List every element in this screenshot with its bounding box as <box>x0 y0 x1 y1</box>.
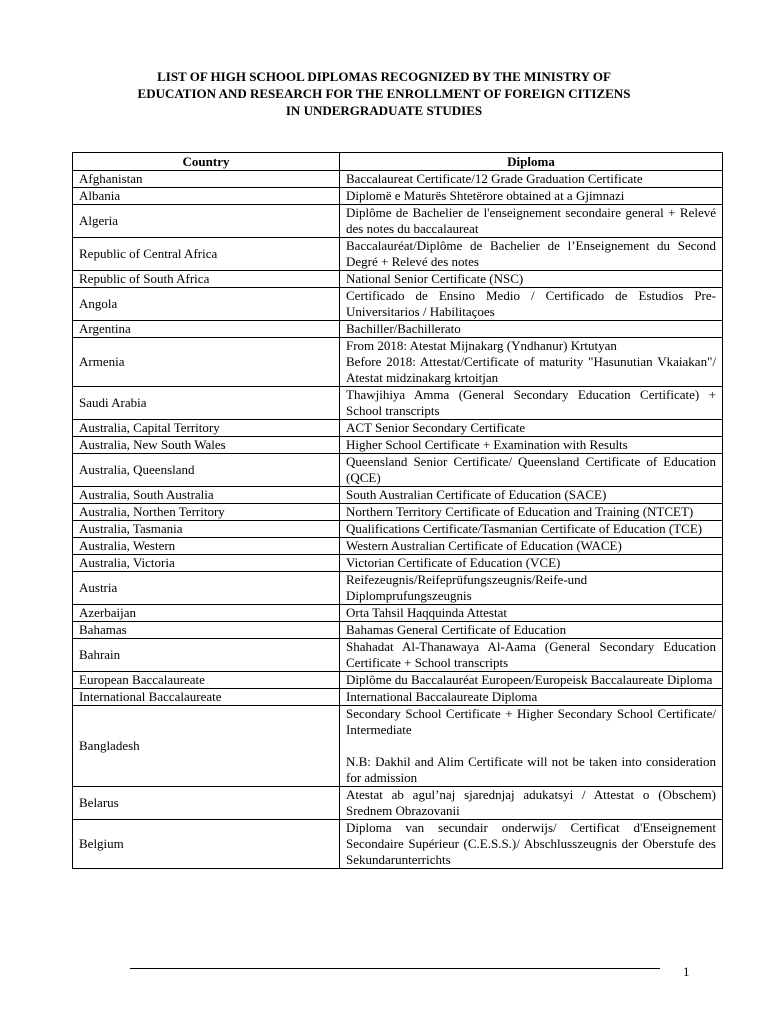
diploma-text: South Australian Certificate of Education (SACE) <box>346 487 607 502</box>
diploma-text: Diplomë e Maturës Shtetërore obtained at a Gjimnazi <box>346 188 625 203</box>
table-row <box>73 321 723 338</box>
title-line: LIST OF HIGH SCHOOL DIPLOMAS RECOGNIZED BY THE MINISTRY OF <box>157 69 611 84</box>
country-cell: Angola <box>73 288 340 321</box>
country-cell: Argentina <box>73 321 340 338</box>
country-cell: Bahamas <box>73 622 340 639</box>
diploma-text: Atestat ab agul’naj sjarednjaj adukatsyi / Attestat o (Obschem) Srednem Obrazovanii <box>346 787 716 818</box>
country-cell: Republic of South Africa <box>73 271 340 288</box>
diploma-cell <box>340 387 723 420</box>
diploma-text: ACT Senior Secondary Certificate <box>346 420 526 435</box>
table-row <box>73 689 723 706</box>
country-cell: International Baccalaureate <box>73 689 340 706</box>
diploma-cell <box>340 238 723 271</box>
country-cell: Australia, Northen Territory <box>73 504 340 521</box>
diploma-text: Diploma van secundair onderwijs/ Certificat d'Enseignement Secondaire Supérieur (C.E.S.S.)/ Abschlusszeugnis der Oberstufe des Sekundarunterrichts <box>346 820 716 867</box>
country-cell: Afghanistan <box>73 171 340 188</box>
diploma-cell <box>340 639 723 672</box>
diploma-text: Thawjihiya Amma (General Secondary Education Certificate) + School transcripts <box>346 387 716 418</box>
diploma-text: Secondary School Certificate + Higher Secondary School Certificate/ Intermediate <box>346 706 716 737</box>
table-row <box>73 787 723 820</box>
diploma-text: Queensland Senior Certificate/ Queensland Certificate of Education (QCE) <box>346 454 716 485</box>
country-cell: Australia, Western <box>73 538 340 555</box>
diploma-text: Bahamas General Certificate of Education <box>346 622 567 637</box>
diploma-cell <box>340 706 723 787</box>
document-title <box>80 68 688 119</box>
table-row <box>73 487 723 504</box>
country-cell: European Baccalaureate <box>73 672 340 689</box>
country-cell: Azerbaijan <box>73 605 340 622</box>
diploma-text: Western Australian Certificate of Education (WACE) <box>346 538 622 553</box>
table-row <box>73 387 723 420</box>
country-cell: Bangladesh <box>73 706 340 787</box>
diploma-cell <box>340 787 723 820</box>
table-row <box>73 622 723 639</box>
country-cell: Belarus <box>73 787 340 820</box>
table-row <box>73 521 723 538</box>
table-row <box>73 188 723 205</box>
title-line: IN UNDERGRADUATE STUDIES <box>285 103 483 118</box>
table-row <box>73 639 723 672</box>
diploma-text: N.B: Dakhil and Alim Certificate will not be taken into consideration for admission <box>346 754 716 785</box>
diploma-cell <box>340 420 723 437</box>
table-row <box>73 504 723 521</box>
table-row <box>73 572 723 605</box>
diploma-cell <box>340 605 723 622</box>
country-cell: Australia, Tasmania <box>73 521 340 538</box>
country-cell: Australia, New South Wales <box>73 437 340 454</box>
table-row <box>73 420 723 437</box>
diploma-cell <box>340 487 723 504</box>
table-row <box>73 205 723 238</box>
diploma-text: Before 2018: Attestat/Certificate of maturity "Hasunutian Vkaiakan"/ Atestat midzinakarg krtoitjan <box>346 354 716 385</box>
diploma-text: Bachiller/Bachillerato <box>346 321 461 336</box>
diploma-cell <box>340 188 723 205</box>
country-cell: Belgium <box>73 820 340 869</box>
country-cell: Republic of Central Africa <box>73 238 340 271</box>
country-cell: Australia, South Australia <box>73 487 340 504</box>
table-row <box>73 288 723 321</box>
country-cell: Australia, Capital Territory <box>73 420 340 437</box>
diploma-text: National Senior Certificate (NSC) <box>346 271 524 286</box>
diploma-text: Qualifications Certificate/Tasmanian Certificate of Education (TCE) <box>346 521 703 536</box>
diploma-text: From 2018: Atestat Mijnakarg (Yndhanur) Krtutyan <box>346 338 617 353</box>
diplomas-table <box>72 152 723 869</box>
column-header-diploma: Diploma <box>340 153 723 171</box>
diploma-cell <box>340 454 723 487</box>
country-cell: Armenia <box>73 338 340 387</box>
diploma-text: Northern Territory Certificate of Education and Training (NTCET) <box>346 504 694 519</box>
diploma-cell <box>340 288 723 321</box>
table-row <box>73 538 723 555</box>
page-number: 1 <box>683 964 690 979</box>
table-row <box>73 605 723 622</box>
diploma-text: Reifezeugnis/Reifeprüfungszeugnis/Reife-und Diplomprufungszeugnis <box>346 572 588 603</box>
diploma-cell <box>340 321 723 338</box>
table-row <box>73 437 723 454</box>
country-cell: Bahrain <box>73 639 340 672</box>
table-row <box>73 820 723 869</box>
table-row <box>73 271 723 288</box>
diploma-text: International Baccalaureate Diploma <box>346 689 538 704</box>
table-row <box>73 706 723 787</box>
footer-divider <box>130 968 660 969</box>
diploma-cell <box>340 437 723 454</box>
country-cell: Saudi Arabia <box>73 387 340 420</box>
diploma-cell <box>340 555 723 572</box>
diploma-text: Diplôme de Bachelier de l'enseignement secondaire general + Relevé des notes du baccalaureat <box>346 205 716 236</box>
diploma-cell <box>340 521 723 538</box>
diploma-cell <box>340 622 723 639</box>
diploma-cell <box>340 689 723 706</box>
diploma-text: Orta Tahsil Haqquinda Attestat <box>346 605 507 620</box>
diploma-text: Diplôme du Baccalauréat Europeen/Europeisk Baccalaureate Diploma <box>346 672 713 687</box>
table-row <box>73 672 723 689</box>
country-cell: Algeria <box>73 205 340 238</box>
table-row <box>73 238 723 271</box>
diploma-cell <box>340 572 723 605</box>
country-cell: Australia, Queensland <box>73 454 340 487</box>
diploma-cell <box>340 672 723 689</box>
diploma-cell <box>340 271 723 288</box>
diploma-cell <box>340 504 723 521</box>
diploma-text: Higher School Certificate + Examination with Results <box>346 437 628 452</box>
table-header-row <box>73 153 723 171</box>
table-row <box>73 338 723 387</box>
diploma-cell <box>340 205 723 238</box>
title-line: EDUCATION AND RESEARCH FOR THE ENROLLMENT OF FOREIGN CITIZENS <box>137 86 631 101</box>
diploma-cell <box>340 338 723 387</box>
diploma-text: Victorian Certificate of Education (VCE) <box>346 555 561 570</box>
diploma-cell <box>340 171 723 188</box>
country-cell: Austria <box>73 572 340 605</box>
country-cell: Australia, Victoria <box>73 555 340 572</box>
table-row <box>73 171 723 188</box>
diploma-text: Baccalauréat/Diplôme de Bachelier de l’Enseignement du Second Degré + Relevé des notes <box>346 238 716 269</box>
diploma-text: Certificado de Ensino Medio / Certificado de Estudios Pre-Universitarios / Habilitaçoes <box>346 288 716 319</box>
diploma-cell <box>340 538 723 555</box>
country-cell: Albania <box>73 188 340 205</box>
diploma-text: Baccalaureat Certificate/12 Grade Graduation Certificate <box>346 171 643 186</box>
diploma-text: Shahadat Al-Thanawaya Al-Aama (General Secondary Education Certificate + School transcripts <box>346 639 716 670</box>
column-header-country: Country <box>73 153 340 171</box>
table-row <box>73 555 723 572</box>
diploma-cell <box>340 820 723 869</box>
table-row <box>73 454 723 487</box>
